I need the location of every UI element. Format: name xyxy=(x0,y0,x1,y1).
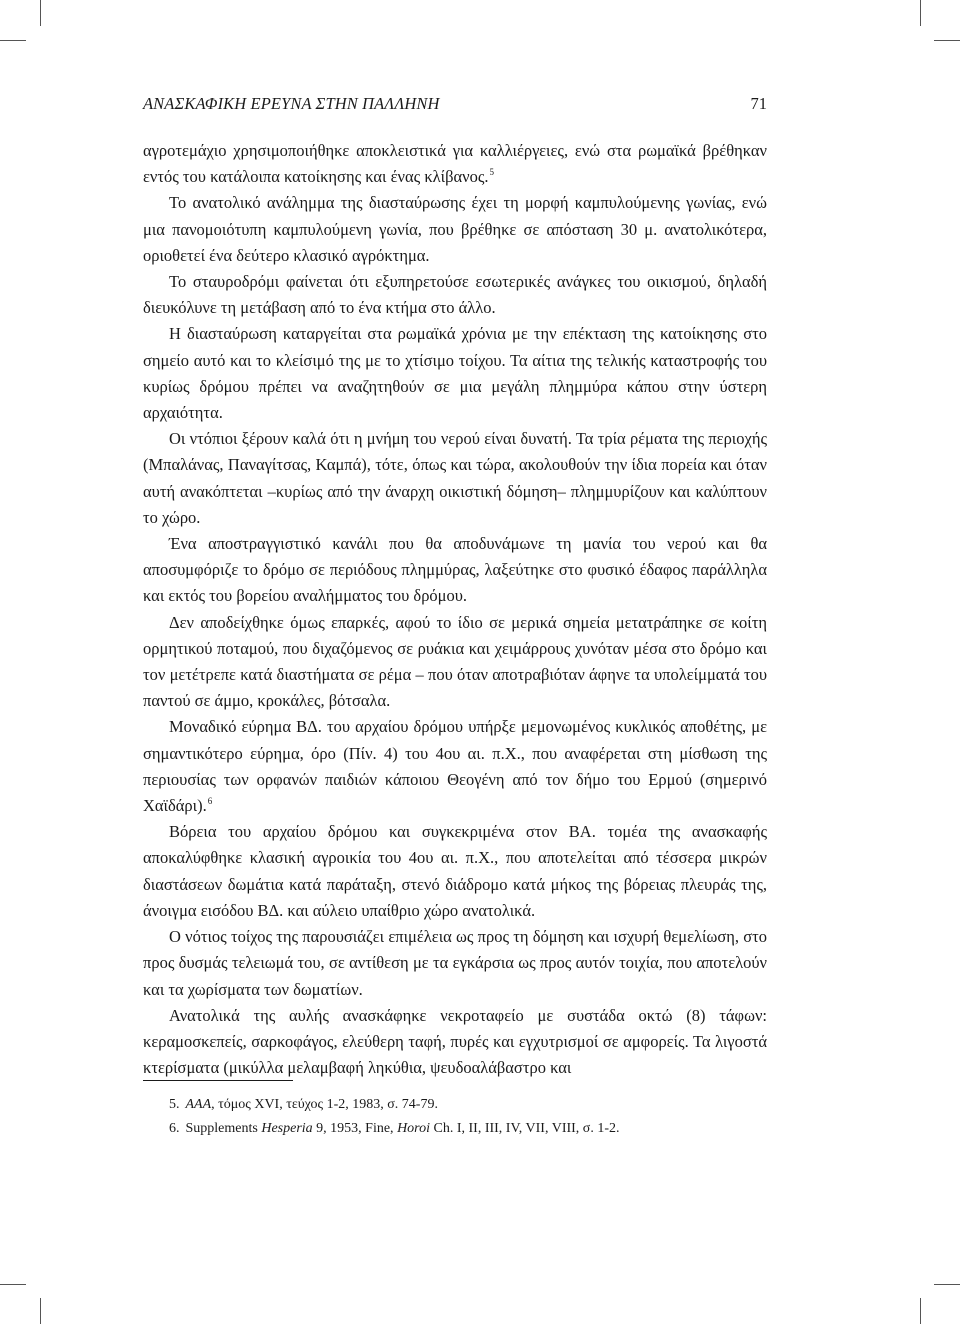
paragraph xyxy=(143,1003,767,1082)
paragraph xyxy=(143,426,767,531)
footnote xyxy=(143,1093,767,1117)
paragraph xyxy=(143,819,767,924)
crop-mark xyxy=(0,40,26,41)
crop-mark xyxy=(934,40,960,41)
paragraph xyxy=(143,714,767,819)
paragraph-text: Το ανατολικό ανάλημμα της διασταύρωσης έχει τη μορφή καμπυλούμενης γωνίας, ενώ μια πανομοιότυπη καμπυλούμενη γωνία, που βρέθηκε σε απόσταση 30 μ. ανατολικότερα, οριοθετεί ένα δεύτερο κλασικό αγρόκτημα. xyxy=(143,193,767,265)
paragraph-text: Βόρεια του αρχαίου δρόμου και συγκεκριμένα στον ΒΑ. τομέα της ανασκαφής αποκαλύφθηκε κλασική αγροικία του 4ου αι. π.Χ., που αποτελείται από τέσσερα μικρών διαστάσεων δωμάτια κατά παράταξη, στενό διάδρομο κατά μήκος της βόρειας πλευράς της, άνοιγμα εισόδου ΒΔ. και αύλειο υπαίθριο χώρο ανατολικά. xyxy=(143,822,767,920)
paragraph xyxy=(143,190,767,269)
paragraph xyxy=(143,138,767,190)
footnote-number: 5. xyxy=(169,1097,180,1112)
footnote-ref: 6 xyxy=(207,796,213,807)
footnote-text: Ch. I, II, III, IV, VII, VIII, σ. 1-2. xyxy=(430,1121,620,1136)
footnote-text: , τόμος XVI, τεύχος 1-2, 1983, σ. 74-79. xyxy=(211,1097,438,1112)
paragraph-text: Μοναδικό εύρημα ΒΔ. του αρχαίου δρόμου υπήρξε μεμονωμένος κυκλικός αποθέτης, με σημαντικότερο εύρημα, όρο (Πίν. 4) του 4ου αι. π.Χ., που αναφέρεται στη μίσθωση της περιουσίας των ορφανών παιδιών κάποιου Θεογένη από τον δήμο του Ερμού (σημερινό Χαϊδάρι). xyxy=(143,717,767,816)
crop-mark xyxy=(40,0,41,26)
crop-mark xyxy=(920,1298,921,1324)
body-text xyxy=(143,138,767,1081)
paragraph-text: Δεν αποδείχθηκε όμως επαρκές, αφού το ίδιο σε μερικά σημεία μετατράπηκε σε κοίτη ορμητικού ποταμού, που διχαζόμενος σε ρυάκια και χειμάρρους χυνόταν μέσα στο δρόμο και τον μετέτρεπε κατά διαστήματα σε ρέμα – που όταν αποτραβιόταν άφηνε τα υπολείμματά του παντού σε άμμο, κροκάλες, βότσαλα. xyxy=(143,612,767,711)
footnote-number: 6. xyxy=(169,1121,180,1136)
paragraph-text: Το σταυροδρόμι φαίνεται ότι εξυπηρετούσε εσωτερικές ανάγκες του οικισμού, δηλαδή διευκόλυνε τη μετάβαση από το ένα κτήμα στο άλλο. xyxy=(143,272,767,318)
footnote-ref: 5 xyxy=(489,167,494,178)
crop-mark xyxy=(920,0,921,26)
footnote-italic: Hesperia xyxy=(261,1121,313,1136)
footnote-rule xyxy=(143,1080,293,1081)
paragraph xyxy=(143,321,767,426)
crop-mark xyxy=(934,1284,960,1285)
running-head xyxy=(143,92,767,116)
paragraph xyxy=(143,531,767,610)
footnotes xyxy=(143,1093,767,1141)
page-number: 71 xyxy=(750,94,767,113)
footnote-italic: ΑΑΑ xyxy=(185,1097,212,1112)
paragraph-text: αγροτεμάχιο χρησιμοποιήθηκε αποκλειστικά για καλλιέργειες, ενώ στα ρωμαϊκά βρέθηκαν εντός του κατάλοιπα κατοίκησης και ένας κλίβανος. xyxy=(143,141,767,187)
footnote xyxy=(143,1117,767,1141)
paragraph-text: Η διασταύρωση καταργείται στα ρωμαϊκά χρόνια με την επέκταση της κατοίκησης στο σημείο αυτό και το κλείσιμό της με το χτίσιμο τοίχου. Τα αίτια της τελικής καταστροφής του κυρίως δρόμου πρέπει να αναζητηθούν σε μια μεγάλη πλημμύρα κάπου στην ύστερη αρχαιότητα. xyxy=(143,324,767,423)
crop-mark xyxy=(0,1284,26,1285)
running-head-title: ΑΝΑΣΚΑΦΙΚΗ ΕΡΕΥΝΑ ΣΤΗΝ ΠΑΛΛΗΝΗ xyxy=(143,94,440,113)
paragraph xyxy=(143,924,767,1003)
crop-mark xyxy=(40,1298,41,1324)
footnote-italic: Horoi xyxy=(397,1121,430,1136)
paragraph xyxy=(143,610,767,715)
paragraph-text: Ένα αποστραγγιστικό κανάλι που θα αποδυνάμωνε τη μανία του νερού και θα αποσυμφόριζε το δρόμο σε περιόδους πλημμύρας, λαξεύτηκε στο φυσικό έδαφος παράλληλα και εκτός του βορείου αναλήμματος του δρόμου. xyxy=(143,534,767,606)
footnote-text: Supplements xyxy=(185,1121,262,1136)
paragraph-text: Οι ντόπιοι ξέρουν καλά ότι η μνήμη του νερού είναι δυνατή. Τα τρία ρέματα της περιοχής (Μπαλάνας, Παναγίτσας, Καμπά), τότε, όπως και τώρα, ακολουθούν την ίδια πορεία και όταν αυτή ανακόπτεται –κυρίως από την άναρχη οικιστική δόμηση– πλημμυρίζουν και καλύπτουν το χώρο. xyxy=(143,429,767,527)
footnote-text: 9, 1953, Fine, xyxy=(312,1121,398,1136)
paragraph-text: Ανατολικά της αυλής ανασκάφηκε νεκροταφείο με συστάδα οκτώ (8) τάφων: κεραμοσκεπείς, σαρκοφάγος, ελεύθερη ταφή, πυρές και εγχυτρισμοί σε αμφορείς. Τα λιγοστά κτερίσματα (μικύλλα μελαμβαφή ληκύθια, ψευδοαλάβαστρο και xyxy=(143,1005,767,1078)
paragraph xyxy=(143,269,767,321)
paragraph-text: Ο νότιος τοίχος της παρουσιάζει επιμέλεια ως προς τη δόμηση και ισχυρή θεμελίωση, στο προς δυσμάς τελειωμά του, σε αντίθεση με τα εγκάρσια ως προς αυτόν τοιχία, που αποτελούν και τα χωρίσματα των δωματίων. xyxy=(143,927,767,999)
